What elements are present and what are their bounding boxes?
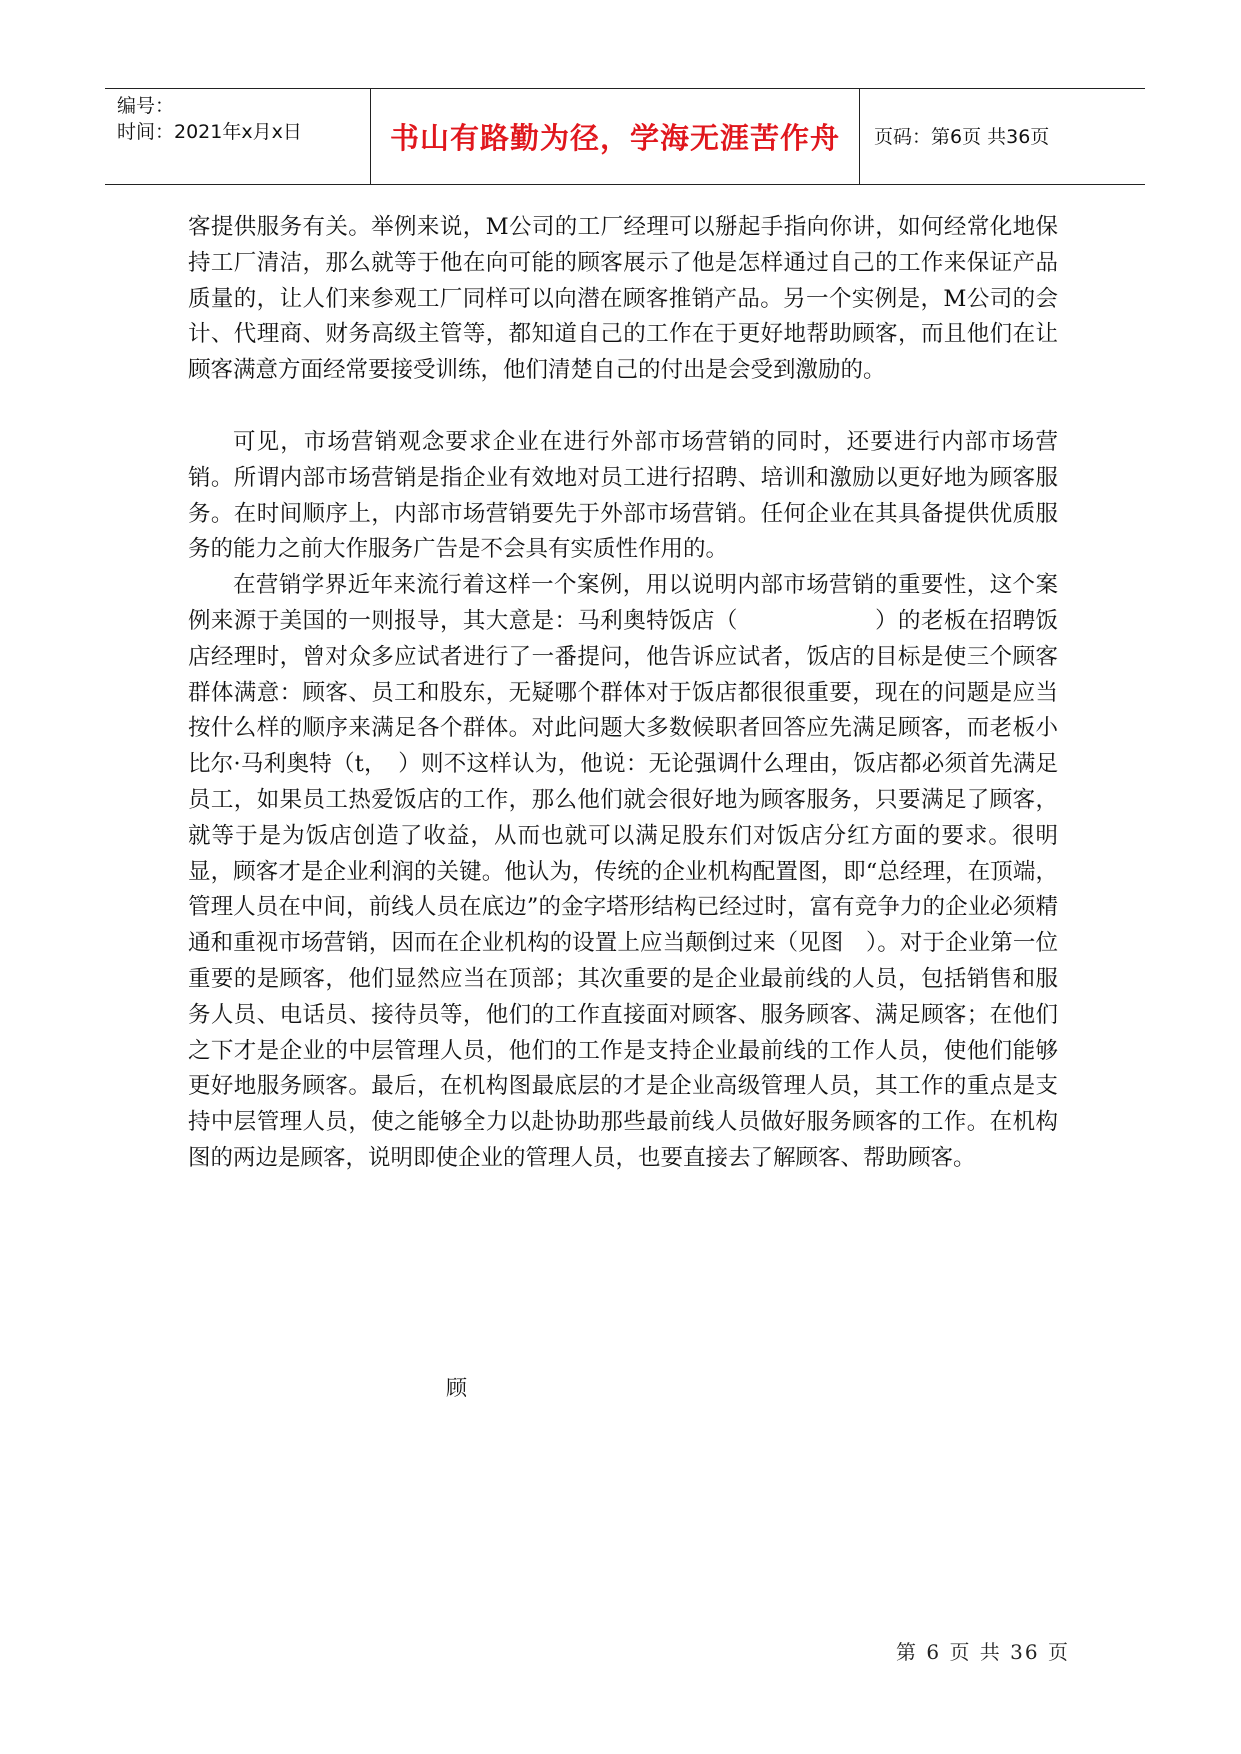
- paragraph-spacer: [188, 389, 1058, 425]
- header-right-cell: [860, 89, 1145, 184]
- body-paragraph: 可见，市场营销观念要求企业在进行外部市场营销的同时，还要进行内部市场营销。所谓内部市场营销是指企业有效地对员工进行招聘、培训和激励以更好地为顾客服务。在时间顺序上，内部市场营销要先于外部市场营销。任何企业在其具备提供优质服务的能力之前大作服务广告是不会具有实质性作用的。: [188, 428, 1058, 563]
- body-paragraph: 在营销学界近年来流行着这样一个案例，用以说明内部市场营销的重要性，这个案例来源于美国的一则报导，其大意是：马利奥特饭店（ ）的老板在招聘饭店经理时，曾对众多应试者进行了一番提问，他告诉应试者，饭店的目标是使三个顾客群体满意：顾客、员工和股东，无疑哪个群体对于饭店都很很重要，现在的问题是应当按什么样的顺序来满足各个群体。对此问题大多数候职者回答应先满足顾客，而老板小比尔·马利奥特（t， ）则不这样认为，他说：无论强调什么理由，饭店都必须首先满足员工，如果员工热爱饭店的工作，那么他们就会很好地为顾客服务，只要满足了顾客，就等于是为饭店创造了收益，从而也就可以满足股东们对饭店分红方面的要求。很明显，顾客才是企业利润的关键。他认为，传统的企业机构配置图，即“总经理，在顶端，管理人员在中间，前线人员在底边”的金字塔形结构已经过时，富有竞争力的企业必须精通和重视市场营销，因而在企业机构的设置上应当颠倒过来（见图 ）。对于企业第一位重要的是顾客，他们显然应当在顶部；其次重要的是企业最前线的人员，包括销售和服务人员、电话员、接待员等，他们的工作直接面对顾客、服务顾客、满足顾客；在他们之下才是企业的中层管理人员，他们的工作是支持企业最前线的工作人员，使他们能够更好地服务顾客。最后，在机构图最底层的才是企业高级管理人员，其工作的重点是支持中层管理人员，使之能够全力以赴协助那些最前线人员做好服务顾客的工作。在机构图的两边是顾客，说明即使企业的管理人员，也要直接去了解顾客、帮助顾客。: [188, 572, 1058, 1171]
- body-paragraph: 客提供服务有关。举例来说，M公司的工厂经理可以掰起手指向你讲，如何经常化地保持工厂清洁，那么就等于他在向可能的顾客展示了他是怎样通过自己的工作来保证产品质量的，让人们来参观工厂同样可以向潜在顾客推销产品。另一个实例是，M公司的会计、代理商、财务高级主管等，都知道自己的工作在于更好地帮助顾客，而且他们在让顾客满意方面经常要接受训练，他们清楚自己的付出是会受到激励的。: [188, 214, 1058, 384]
- page-footer: 第 6 页 共 36 页: [896, 1640, 1070, 1664]
- document-header: [105, 88, 1145, 185]
- document-body: [188, 210, 1058, 1177]
- page-number-label: 页码：第6页 共36页: [874, 125, 1050, 148]
- motto-banner: 书山有路勤为径，学海无涯苦作舟: [389, 121, 840, 155]
- diagram-label-customer: 顾: [446, 1376, 467, 1400]
- header-left-cell: [105, 89, 370, 184]
- header-middle-cell: [370, 89, 860, 184]
- time-label: 时间：2021年x月x日: [117, 121, 302, 143]
- serial-number-label: 编号：: [117, 95, 175, 117]
